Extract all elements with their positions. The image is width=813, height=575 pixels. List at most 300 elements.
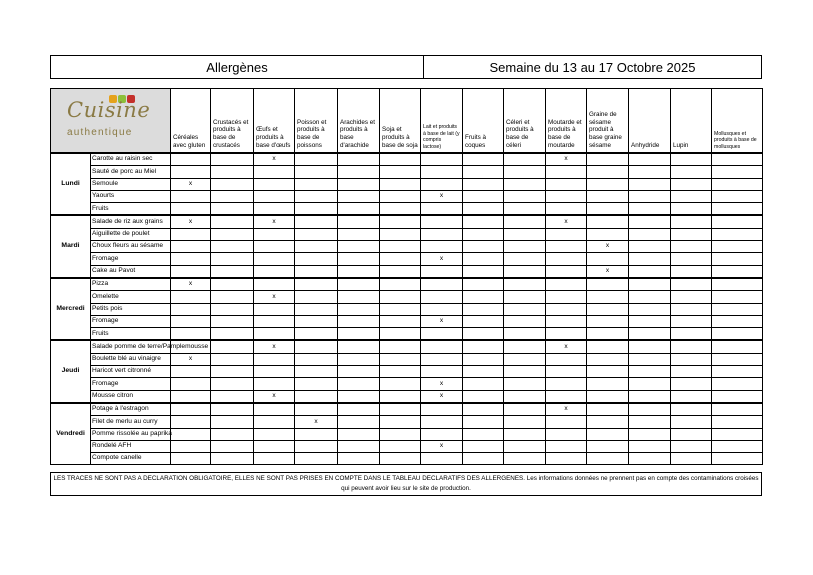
empty-cell [546, 390, 587, 403]
empty-cell [338, 228, 380, 240]
allergen-mark: x [421, 315, 463, 327]
empty-cell [463, 353, 504, 365]
empty-cell [380, 390, 421, 403]
empty-cell [504, 416, 546, 428]
empty-cell [421, 241, 463, 253]
empty-cell [171, 253, 211, 265]
empty-cell [295, 378, 338, 390]
empty-cell [380, 265, 421, 278]
empty-cell [463, 278, 504, 291]
empty-cell [712, 265, 763, 278]
empty-cell [338, 203, 380, 216]
empty-cell [295, 453, 338, 465]
empty-cell [380, 178, 421, 190]
empty-cell [671, 253, 712, 265]
empty-cell [338, 253, 380, 265]
allergen-mark: x [421, 378, 463, 390]
day-label: Mercredi [51, 278, 91, 340]
empty-cell [380, 303, 421, 315]
empty-cell [295, 265, 338, 278]
empty-cell [587, 190, 629, 202]
empty-cell [380, 278, 421, 291]
empty-cell [380, 353, 421, 365]
empty-cell [671, 166, 712, 178]
empty-cell [338, 241, 380, 253]
empty-cell [295, 353, 338, 365]
empty-cell [171, 228, 211, 240]
empty-cell [629, 428, 671, 440]
empty-cell [295, 215, 338, 228]
table-row [51, 178, 763, 190]
empty-cell [671, 366, 712, 378]
empty-cell [504, 190, 546, 202]
empty-cell [171, 315, 211, 327]
empty-cell [421, 215, 463, 228]
empty-cell [671, 403, 712, 416]
empty-cell [629, 253, 671, 265]
empty-cell [295, 315, 338, 327]
empty-cell [254, 203, 295, 216]
empty-cell [171, 241, 211, 253]
empty-cell [629, 378, 671, 390]
empty-cell [380, 153, 421, 166]
empty-cell [587, 378, 629, 390]
empty-cell [254, 403, 295, 416]
empty-cell [671, 416, 712, 428]
empty-cell [421, 203, 463, 216]
empty-cell [338, 390, 380, 403]
empty-cell [421, 453, 463, 465]
empty-cell [254, 190, 295, 202]
empty-cell [629, 390, 671, 403]
empty-cell [671, 390, 712, 403]
dish-name: Fromage [91, 253, 171, 265]
empty-cell [587, 228, 629, 240]
empty-cell [463, 190, 504, 202]
table-row [51, 215, 763, 228]
empty-cell [546, 228, 587, 240]
empty-cell [712, 428, 763, 440]
empty-cell [171, 328, 211, 341]
table-row [51, 315, 763, 327]
empty-cell [463, 215, 504, 228]
empty-cell [546, 178, 587, 190]
empty-cell [421, 328, 463, 341]
empty-cell [504, 428, 546, 440]
empty-cell [504, 228, 546, 240]
empty-cell [295, 190, 338, 202]
dish-name: Carotte au raisin sec [91, 153, 171, 166]
empty-cell [254, 416, 295, 428]
empty-cell [546, 241, 587, 253]
empty-cell [338, 340, 380, 353]
empty-cell [380, 403, 421, 416]
empty-cell [587, 366, 629, 378]
empty-cell [504, 403, 546, 416]
empty-cell [504, 215, 546, 228]
allergen-mark: x [295, 416, 338, 428]
empty-cell [254, 178, 295, 190]
empty-cell [504, 390, 546, 403]
empty-cell [629, 291, 671, 303]
empty-cell [211, 440, 254, 452]
empty-cell [421, 353, 463, 365]
empty-cell [211, 253, 254, 265]
empty-cell [171, 153, 211, 166]
table-row [51, 253, 763, 265]
table-row [51, 428, 763, 440]
allergen-mark: x [254, 390, 295, 403]
empty-cell [211, 278, 254, 291]
empty-cell [211, 153, 254, 166]
empty-cell [171, 440, 211, 452]
empty-cell [295, 390, 338, 403]
empty-cell [338, 416, 380, 428]
allergen-column-header: Fruits à coques [463, 89, 504, 154]
empty-cell [546, 190, 587, 202]
empty-cell [546, 328, 587, 341]
empty-cell [295, 241, 338, 253]
empty-cell [338, 278, 380, 291]
empty-cell [211, 203, 254, 216]
empty-cell [380, 340, 421, 353]
day-label: Mardi [51, 215, 91, 277]
empty-cell [380, 453, 421, 465]
empty-cell [712, 416, 763, 428]
empty-cell [587, 428, 629, 440]
dish-name: Fruits [91, 328, 171, 341]
empty-cell [712, 166, 763, 178]
allergen-column-header: Anhydride [629, 89, 671, 154]
empty-cell [171, 403, 211, 416]
empty-cell [380, 166, 421, 178]
empty-cell [380, 228, 421, 240]
table-row [51, 291, 763, 303]
allergen-mark: x [546, 340, 587, 353]
empty-cell [421, 428, 463, 440]
empty-cell [587, 153, 629, 166]
dish-name: Choux fleurs au sésame [91, 241, 171, 253]
allergen-mark: x [587, 241, 629, 253]
allergen-mark: x [421, 253, 463, 265]
table-row [51, 378, 763, 390]
header-bar [50, 55, 762, 79]
empty-cell [463, 166, 504, 178]
empty-cell [629, 440, 671, 452]
empty-cell [546, 315, 587, 327]
empty-cell [421, 153, 463, 166]
empty-cell [671, 328, 712, 341]
empty-cell [380, 253, 421, 265]
empty-cell [295, 203, 338, 216]
table-row [51, 416, 763, 428]
empty-cell [629, 228, 671, 240]
allergen-mark: x [421, 390, 463, 403]
allergen-mark: x [254, 291, 295, 303]
empty-cell [421, 303, 463, 315]
empty-cell [171, 303, 211, 315]
empty-cell [504, 291, 546, 303]
empty-cell [171, 166, 211, 178]
allergen-column-header: Œufs et produits à base d'œufs [254, 89, 295, 154]
empty-cell [254, 440, 295, 452]
cuisine-authentique-logo [51, 91, 151, 151]
empty-cell [504, 178, 546, 190]
empty-cell [421, 403, 463, 416]
empty-cell [712, 353, 763, 365]
empty-cell [504, 366, 546, 378]
empty-cell [421, 178, 463, 190]
empty-cell [254, 278, 295, 291]
empty-cell [421, 340, 463, 353]
allergen-column-header: Poisson et produits à base de poissons [295, 89, 338, 154]
allergen-mark: x [546, 215, 587, 228]
empty-cell [629, 403, 671, 416]
empty-cell [338, 378, 380, 390]
empty-cell [546, 440, 587, 452]
empty-cell [463, 403, 504, 416]
empty-cell [295, 303, 338, 315]
table-row [51, 166, 763, 178]
table-row [51, 303, 763, 315]
empty-cell [504, 315, 546, 327]
table-row [51, 353, 763, 365]
empty-cell [629, 153, 671, 166]
empty-cell [629, 178, 671, 190]
empty-cell [463, 416, 504, 428]
empty-cell [338, 190, 380, 202]
empty-cell [546, 265, 587, 278]
empty-cell [587, 278, 629, 291]
empty-cell [211, 340, 254, 353]
empty-cell [171, 428, 211, 440]
allergen-column-header: Soja et produits à base de soja [380, 89, 421, 154]
empty-cell [671, 428, 712, 440]
empty-cell [546, 366, 587, 378]
dish-name: Omelette [91, 291, 171, 303]
empty-cell [587, 303, 629, 315]
empty-cell [380, 416, 421, 428]
empty-cell [504, 340, 546, 353]
empty-cell [504, 253, 546, 265]
empty-cell [463, 440, 504, 452]
table-row [51, 453, 763, 465]
empty-cell [629, 416, 671, 428]
empty-cell [171, 203, 211, 216]
empty-cell [338, 428, 380, 440]
empty-cell [629, 366, 671, 378]
empty-cell [211, 378, 254, 390]
empty-cell [463, 153, 504, 166]
empty-cell [671, 315, 712, 327]
empty-cell [254, 253, 295, 265]
empty-cell [712, 278, 763, 291]
empty-cell [211, 428, 254, 440]
empty-cell [463, 241, 504, 253]
empty-cell [380, 315, 421, 327]
empty-cell [254, 265, 295, 278]
empty-cell [504, 440, 546, 452]
empty-cell [254, 241, 295, 253]
empty-cell [671, 291, 712, 303]
day-label: Jeudi [51, 340, 91, 402]
allergen-column-header: Lupin [671, 89, 712, 154]
table-row [51, 241, 763, 253]
dish-name: Boulette blé au vinaigre [91, 353, 171, 365]
empty-cell [171, 453, 211, 465]
allergen-mark: x [421, 190, 463, 202]
empty-cell [171, 366, 211, 378]
empty-cell [380, 378, 421, 390]
empty-cell [338, 153, 380, 166]
empty-cell [463, 340, 504, 353]
empty-cell [380, 291, 421, 303]
dish-name: Fruits [91, 203, 171, 216]
empty-cell [254, 328, 295, 341]
empty-cell [211, 315, 254, 327]
empty-cell [712, 390, 763, 403]
empty-cell [211, 390, 254, 403]
dish-name: Aiguillette de poulet [91, 228, 171, 240]
empty-cell [546, 416, 587, 428]
empty-cell [587, 440, 629, 452]
dish-name: Haricot vert citronné [91, 366, 171, 378]
empty-cell [629, 303, 671, 315]
empty-cell [712, 253, 763, 265]
empty-cell [421, 228, 463, 240]
allergen-mark: x [546, 403, 587, 416]
empty-cell [211, 416, 254, 428]
allergen-mark: x [421, 440, 463, 452]
empty-cell [671, 303, 712, 315]
empty-cell [463, 453, 504, 465]
empty-cell [712, 153, 763, 166]
empty-cell [338, 178, 380, 190]
empty-cell [712, 178, 763, 190]
empty-cell [295, 178, 338, 190]
empty-cell [629, 241, 671, 253]
empty-cell [295, 340, 338, 353]
empty-cell [295, 153, 338, 166]
empty-cell [712, 228, 763, 240]
empty-cell [504, 265, 546, 278]
table-row [51, 390, 763, 403]
empty-cell [463, 428, 504, 440]
allergen-mark: x [254, 215, 295, 228]
empty-cell [671, 203, 712, 216]
empty-cell [421, 291, 463, 303]
empty-cell [671, 378, 712, 390]
empty-cell [504, 378, 546, 390]
empty-cell [671, 453, 712, 465]
empty-cell [254, 303, 295, 315]
empty-cell [211, 178, 254, 190]
table-row [51, 366, 763, 378]
empty-cell [171, 416, 211, 428]
empty-cell [421, 366, 463, 378]
dish-name: Petits pois [91, 303, 171, 315]
empty-cell [629, 353, 671, 365]
empty-cell [295, 366, 338, 378]
empty-cell [671, 278, 712, 291]
empty-cell [463, 390, 504, 403]
empty-cell [421, 278, 463, 291]
empty-cell [463, 228, 504, 240]
empty-cell [587, 166, 629, 178]
dish-name: Pizza [91, 278, 171, 291]
logo-cell [51, 89, 171, 154]
empty-cell [338, 328, 380, 341]
empty-cell [171, 265, 211, 278]
page-title: Allergènes [51, 56, 424, 78]
empty-cell [211, 166, 254, 178]
allergen-mark: x [254, 340, 295, 353]
empty-cell [380, 440, 421, 452]
empty-cell [587, 291, 629, 303]
empty-cell [295, 428, 338, 440]
table-row [51, 228, 763, 240]
table-row [51, 265, 763, 278]
day-label: Lundi [51, 153, 91, 215]
empty-cell [254, 315, 295, 327]
table-row [51, 203, 763, 216]
empty-cell [463, 315, 504, 327]
empty-cell [463, 203, 504, 216]
logo-script: Cuisine [67, 97, 151, 122]
empty-cell [421, 265, 463, 278]
table-row [51, 328, 763, 341]
empty-cell [504, 153, 546, 166]
empty-cell [712, 291, 763, 303]
empty-cell [211, 241, 254, 253]
empty-cell [338, 303, 380, 315]
allergen-table [50, 88, 763, 465]
allergen-mark: x [546, 153, 587, 166]
empty-cell [629, 265, 671, 278]
empty-cell [587, 353, 629, 365]
allergen-column-header: Céréales avec gluten [171, 89, 211, 154]
empty-cell [712, 366, 763, 378]
empty-cell [671, 340, 712, 353]
empty-cell [338, 453, 380, 465]
empty-cell [546, 353, 587, 365]
empty-cell [211, 328, 254, 341]
table-row [51, 153, 763, 166]
empty-cell [211, 403, 254, 416]
empty-cell [546, 303, 587, 315]
empty-cell [463, 378, 504, 390]
empty-cell [171, 378, 211, 390]
dish-name: Rondelé AFH [91, 440, 171, 452]
empty-cell [712, 315, 763, 327]
empty-cell [463, 366, 504, 378]
empty-cell [171, 190, 211, 202]
empty-cell [295, 440, 338, 452]
empty-cell [712, 403, 763, 416]
empty-cell [587, 403, 629, 416]
empty-cell [671, 265, 712, 278]
dish-name: Sauté de porc au Miel [91, 166, 171, 178]
empty-cell [211, 190, 254, 202]
empty-cell [171, 291, 211, 303]
empty-cell [463, 291, 504, 303]
empty-cell [211, 453, 254, 465]
empty-cell [504, 353, 546, 365]
empty-cell [295, 291, 338, 303]
empty-cell [546, 453, 587, 465]
empty-cell [712, 340, 763, 353]
empty-cell [587, 453, 629, 465]
